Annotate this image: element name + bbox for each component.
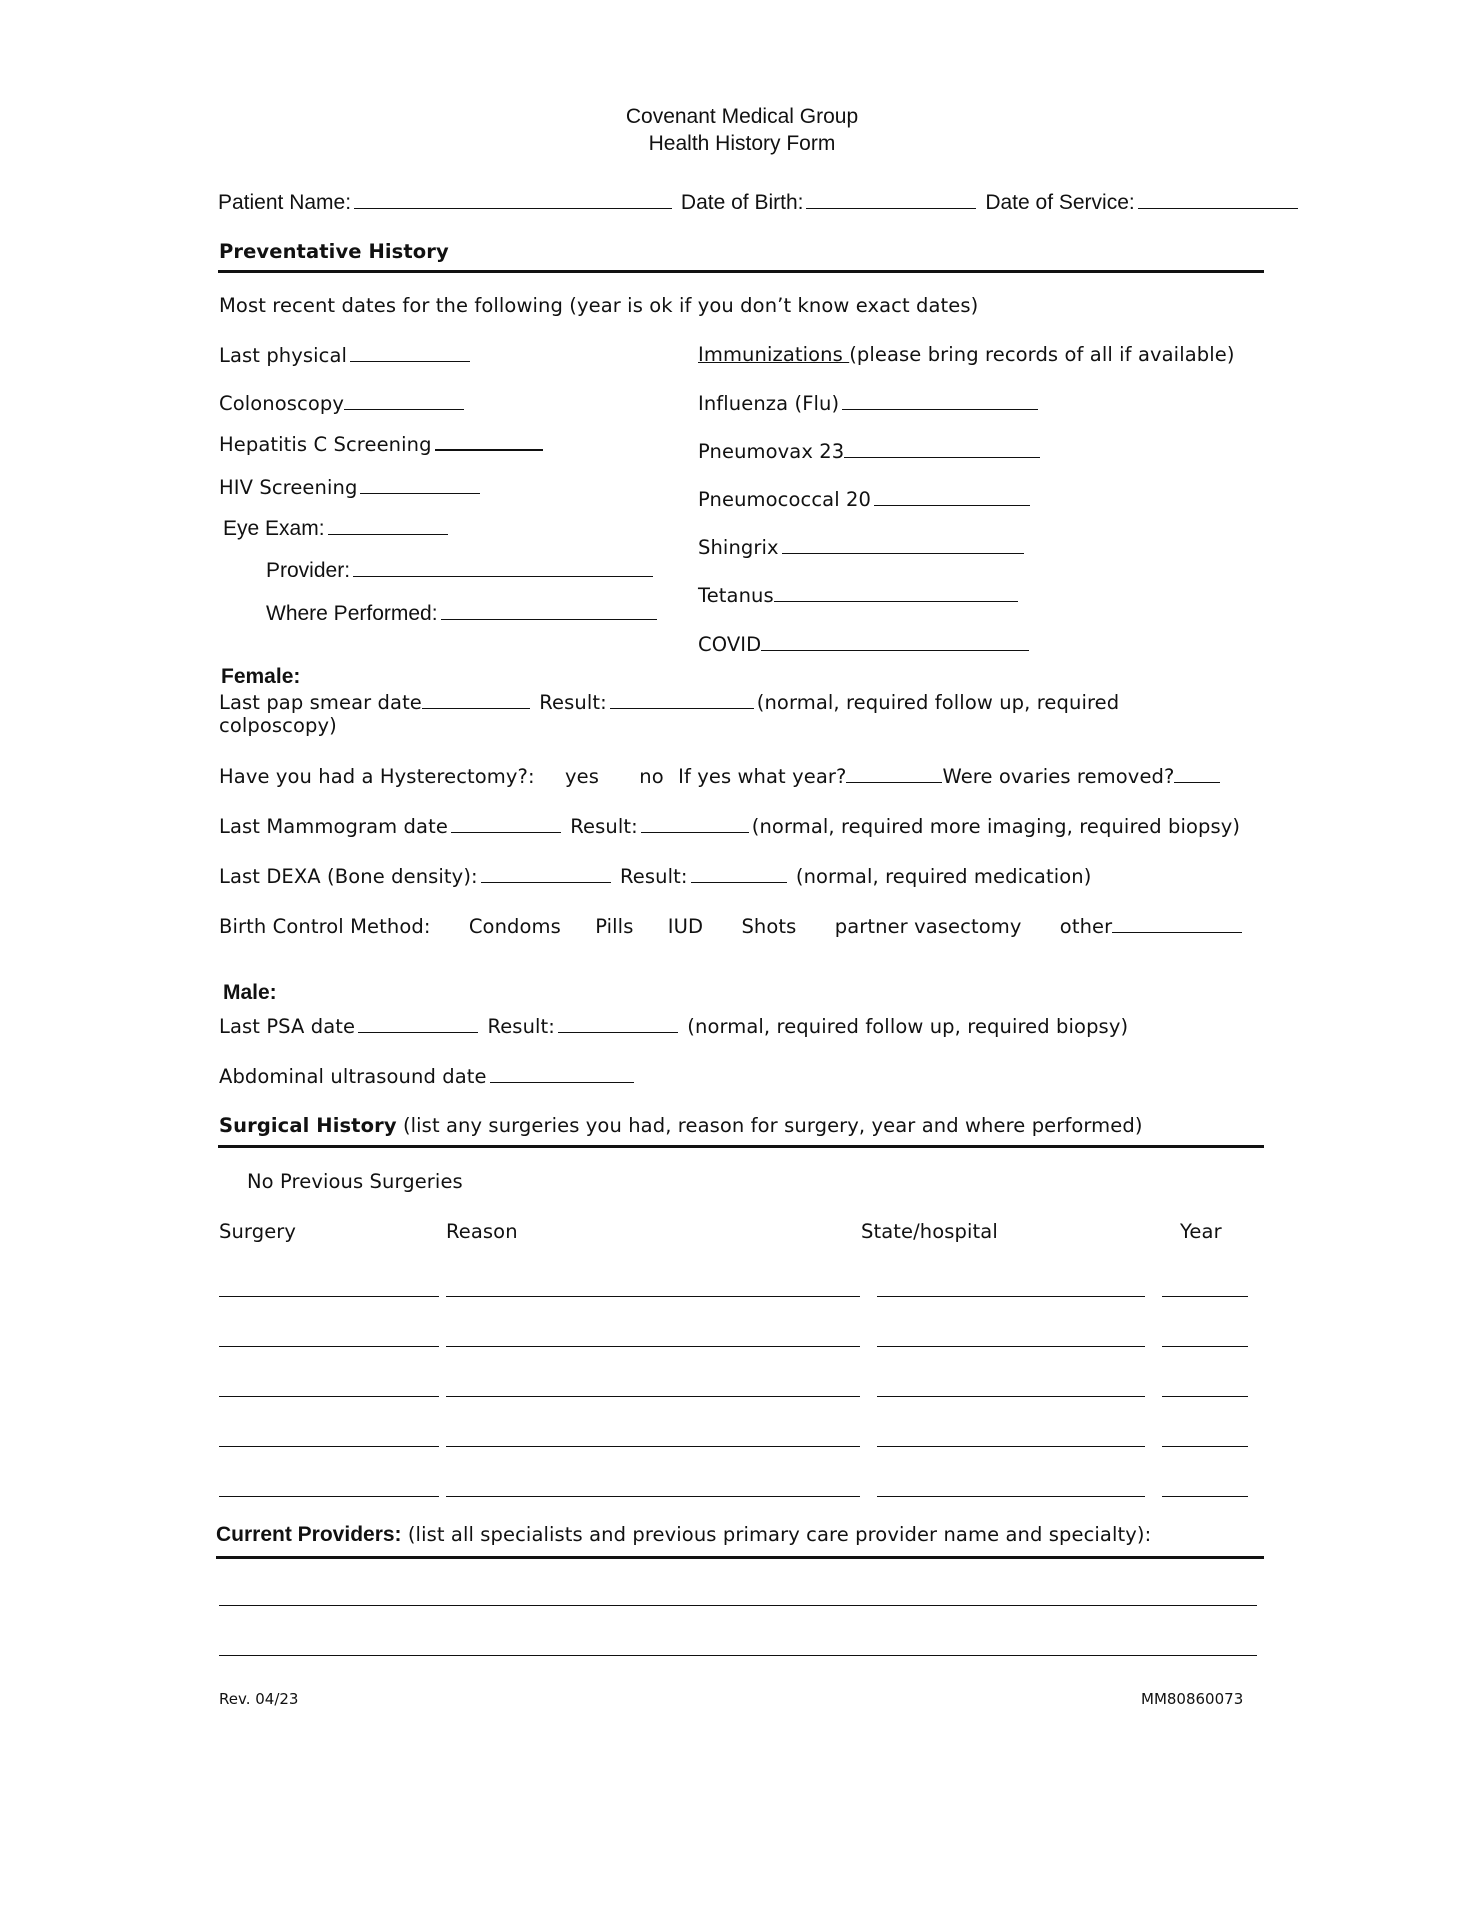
col-header-reason: Reason xyxy=(446,1220,518,1243)
ovaries-label: Were ovaries removed? xyxy=(942,765,1175,788)
shingrix-field[interactable] xyxy=(782,535,1024,554)
shingrix-label: Shingrix xyxy=(698,536,779,559)
provider-label: Provider: xyxy=(266,559,351,582)
hiv-label: HIV Screening xyxy=(219,476,358,499)
eye-exam-field[interactable] xyxy=(328,516,448,535)
flu-field[interactable] xyxy=(842,391,1038,410)
hysterectomy-year-field[interactable] xyxy=(846,764,942,783)
surgery-row-1-year-field[interactable] xyxy=(1162,1296,1248,1297)
mammogram-result-label: Result: xyxy=(570,815,638,838)
colonoscopy-field[interactable] xyxy=(344,391,464,410)
dob-label: Date of Birth: xyxy=(680,191,804,214)
surgical-note: (list any surgeries you had, reason for surgery, year and where performed) xyxy=(396,1114,1143,1137)
surgery-row-3-state-hospital-field[interactable] xyxy=(877,1396,1145,1397)
pap-date-field[interactable] xyxy=(422,690,530,709)
surgery-row-2-state-hospital-field[interactable] xyxy=(877,1346,1145,1347)
pap-options: (normal, required follow up, required xyxy=(756,691,1120,714)
surgery-row-4-surgery-field[interactable] xyxy=(219,1446,439,1447)
ultrasound-row xyxy=(219,1064,637,1088)
dexa-result-label: Result: xyxy=(620,865,688,888)
surgery-row-3-surgery-field[interactable] xyxy=(219,1396,439,1397)
section-divider xyxy=(218,270,1264,273)
mammogram-row xyxy=(219,814,1240,838)
covid-field[interactable] xyxy=(761,632,1029,651)
provider-line-1[interactable] xyxy=(219,1605,1257,1606)
provider-row xyxy=(266,558,656,583)
surgery-row-1-surgery-field[interactable] xyxy=(219,1296,439,1297)
psa-row xyxy=(219,1014,1128,1038)
ovaries-field[interactable] xyxy=(1174,764,1220,783)
hysterectomy-year-label: If yes what year? xyxy=(678,765,847,788)
where-performed-field[interactable] xyxy=(441,601,657,620)
surgery-row-2-year-field[interactable] xyxy=(1162,1346,1248,1347)
form-code: MM80860073 xyxy=(1141,1690,1244,1708)
where-performed-row xyxy=(266,601,660,626)
dexa-label: Last DEXA (Bone density): xyxy=(219,865,478,888)
where-performed-label: Where Performed: xyxy=(266,602,438,625)
mammogram-options: (normal, required more imaging, required biopsy) xyxy=(751,815,1241,838)
birth-control-row xyxy=(219,914,1245,938)
pap-result-field[interactable] xyxy=(610,690,754,709)
tetanus-field[interactable] xyxy=(774,583,1018,602)
surgery-row-4-reason-field[interactable] xyxy=(446,1446,860,1447)
mammogram-result-field[interactable] xyxy=(641,814,749,833)
hep-c-row xyxy=(219,431,546,456)
hysterectomy-yes-option[interactable]: yes xyxy=(564,765,599,788)
immunizations-note: (please bring records of all if available) xyxy=(849,343,1235,366)
pap-row xyxy=(219,690,1119,714)
hep-c-label: Hepatitis C Screening xyxy=(219,433,432,456)
surgery-row-5-surgery-field[interactable] xyxy=(219,1496,439,1497)
tetanus-label: Tetanus xyxy=(698,584,774,607)
bc-option-pills[interactable]: Pills xyxy=(595,915,634,938)
surgical-heading-row xyxy=(219,1114,1143,1137)
last-physical-field[interactable] xyxy=(350,343,470,362)
female-heading: Female: xyxy=(221,665,301,688)
covid-row xyxy=(698,632,1032,656)
dexa-date-field[interactable] xyxy=(481,864,611,883)
pneumovax-row xyxy=(698,439,1043,463)
flu-row xyxy=(698,391,1041,415)
bc-other-field[interactable] xyxy=(1112,914,1242,933)
no-previous-surgeries-option[interactable]: No Previous Surgeries xyxy=(247,1170,463,1193)
dos-label: Date of Service: xyxy=(985,191,1135,214)
bc-option-partner-vasectomy[interactable]: partner vasectomy xyxy=(834,915,1022,938)
hysterectomy-no-option[interactable]: no xyxy=(639,765,664,788)
shingrix-row xyxy=(698,535,1027,559)
providers-note: (list all specialists and previous primary care provider name and specialty): xyxy=(401,1523,1152,1546)
ultrasound-label: Abdominal ultrasound date xyxy=(219,1065,487,1088)
psa-options: (normal, required follow up, required biopsy) xyxy=(687,1015,1129,1038)
providers-heading-row xyxy=(216,1522,1151,1547)
last-physical-row xyxy=(219,343,473,367)
surgery-row-1-reason-field[interactable] xyxy=(446,1296,860,1297)
bc-option-other[interactable]: other xyxy=(1059,915,1113,938)
mammogram-label: Last Mammogram date xyxy=(219,815,448,838)
bc-option-condoms[interactable]: Condoms xyxy=(468,915,561,938)
patient-name-label: Patient Name: xyxy=(218,191,352,214)
hysterectomy-row xyxy=(219,764,1223,788)
surgery-row-4-year-field[interactable] xyxy=(1162,1446,1248,1447)
bc-option-shots[interactable]: Shots xyxy=(741,915,797,938)
org-name: Covenant Medical Group xyxy=(625,105,859,128)
section-divider xyxy=(218,1145,1264,1148)
hep-c-field[interactable] xyxy=(435,431,543,451)
covid-label: COVID xyxy=(698,633,762,656)
patient-info-row xyxy=(218,190,1301,215)
colonoscopy-label: Colonoscopy xyxy=(219,392,345,415)
flu-label: Influenza (Flu) xyxy=(698,392,840,415)
provider-field[interactable] xyxy=(353,558,653,577)
revision-label: Rev. 04/23 xyxy=(219,1690,299,1708)
surgical-heading: Surgical History xyxy=(219,1114,397,1137)
psa-result-label: Result: xyxy=(487,1015,555,1038)
providers-heading: Current Providers: xyxy=(216,1523,402,1546)
section-divider xyxy=(216,1556,1264,1559)
bc-option-iud[interactable]: IUD xyxy=(667,915,704,938)
tetanus-row xyxy=(698,583,1021,607)
col-header-state-hospital: State/hospital xyxy=(861,1220,998,1243)
psa-date-field[interactable] xyxy=(358,1014,478,1033)
surgery-row-2-reason-field[interactable] xyxy=(446,1346,860,1347)
last-physical-label: Last physical xyxy=(219,344,348,367)
preventative-intro: Most recent dates for the following (year is ok if you don’t know exact dates) xyxy=(219,294,979,317)
dexa-row xyxy=(219,864,1091,888)
colonoscopy-row xyxy=(219,391,467,415)
immunizations-row xyxy=(698,343,1235,366)
psa-result-field[interactable] xyxy=(558,1014,678,1033)
pap-label: Last pap smear date xyxy=(219,691,422,714)
pneumococcal-label: Pneumococcal 20 xyxy=(698,488,872,511)
pneumovax-field[interactable] xyxy=(844,439,1040,458)
birth-control-label: Birth Control Method: xyxy=(219,915,431,938)
surgery-row-5-year-field[interactable] xyxy=(1162,1496,1248,1497)
patient-name-field[interactable] xyxy=(354,190,672,209)
pap-options-continued: colposcopy) xyxy=(219,714,337,737)
dob-field[interactable] xyxy=(806,190,976,209)
ultrasound-field[interactable] xyxy=(490,1064,634,1083)
preventative-heading: Preventative History xyxy=(219,240,449,263)
male-heading: Male: xyxy=(223,981,277,1004)
surgery-row-1-state-hospital-field[interactable] xyxy=(877,1296,1145,1297)
surgery-row-3-reason-field[interactable] xyxy=(446,1396,860,1397)
pneumovax-label: Pneumovax 23 xyxy=(698,440,845,463)
hiv-row xyxy=(219,475,483,499)
surgery-row-5-reason-field[interactable] xyxy=(446,1496,860,1497)
col-header-year: Year xyxy=(1180,1220,1222,1243)
surgery-row-3-year-field[interactable] xyxy=(1162,1396,1248,1397)
dos-field[interactable] xyxy=(1138,190,1298,209)
dexa-options: (normal, required medication) xyxy=(795,865,1092,888)
col-header-surgery: Surgery xyxy=(219,1220,297,1243)
surgery-row-4-state-hospital-field[interactable] xyxy=(877,1446,1145,1447)
pneumococcal-field[interactable] xyxy=(874,487,1030,506)
dexa-result-field[interactable] xyxy=(691,864,787,883)
eye-exam-label: Eye Exam: xyxy=(223,517,325,540)
provider-line-2[interactable] xyxy=(219,1655,1257,1656)
hiv-field[interactable] xyxy=(360,475,480,494)
surgery-row-5-state-hospital-field[interactable] xyxy=(877,1496,1145,1497)
immunizations-label: Immunizations xyxy=(698,343,850,366)
eye-exam-row xyxy=(223,516,451,541)
pneumococcal-row xyxy=(698,487,1033,511)
hysterectomy-label: Have you had a Hysterectomy?: xyxy=(219,765,535,788)
surgery-row-2-surgery-field[interactable] xyxy=(219,1346,439,1347)
mammogram-date-field[interactable] xyxy=(451,814,561,833)
psa-label: Last PSA date xyxy=(219,1015,356,1038)
pap-result-label: Result: xyxy=(539,691,607,714)
form-title: Health History Form xyxy=(648,132,836,155)
